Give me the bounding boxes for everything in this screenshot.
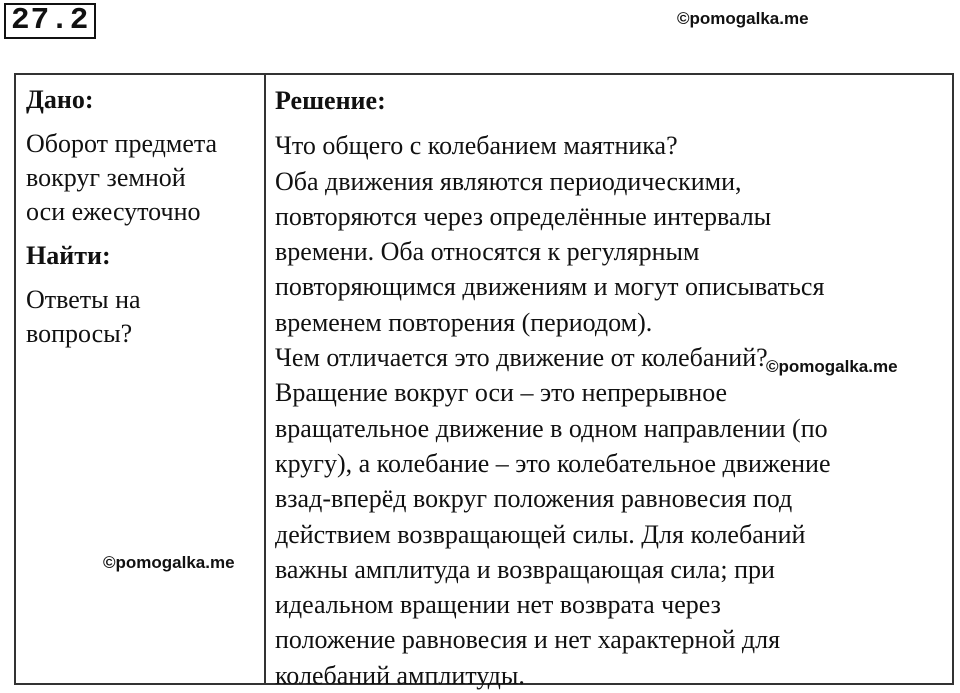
solution-line: Вращение вокруг оси – это непрерывное — [275, 378, 728, 408]
solution-line: повторяются через определённые интервалы — [275, 201, 772, 231]
solution-line: важны амплитуда и возвращающая сила; при — [275, 554, 775, 584]
solution-line: времени. Оба относятся к регулярным — [275, 237, 700, 267]
solution-text — [275, 128, 950, 693]
find-text — [26, 283, 258, 351]
solution-line: кругу), а колебание – это колебательное движение — [275, 448, 831, 478]
solution-line: действием возвращающей силы. Для колебаний — [275, 519, 806, 549]
solution-line: повторяющимся движениям и могут описываться — [275, 272, 825, 302]
given-text — [26, 127, 258, 229]
solution-heading: Решение: — [275, 86, 386, 115]
given-line: оси ежесуточно — [26, 197, 201, 226]
solution-line: временем повторения (периодом). — [275, 307, 653, 337]
given-line: Оборот предмета — [26, 129, 218, 158]
given-column — [26, 83, 258, 351]
solution-line: Чем отличается это движение от колебаний? — [275, 343, 768, 373]
column-divider — [264, 75, 266, 683]
solution-line: идеальном вращении нет возврата через — [275, 590, 721, 620]
watermark: ©pomogalka.me — [103, 553, 235, 572]
solution-line: вращательное движение в одном направлении (по — [275, 413, 828, 443]
solution-line: Оба движения являются периодическими, — [275, 166, 742, 196]
find-line: Ответы на — [26, 285, 141, 314]
find-line: вопросы? — [26, 319, 133, 348]
solution-line: взад-вперёд вокруг положения равновесия под — [275, 484, 793, 514]
given-line: вокруг земной — [26, 163, 186, 192]
solution-column — [275, 83, 950, 693]
solution-line: Что общего с колебанием маятника? — [275, 131, 678, 161]
watermark: ©pomogalka.me — [766, 357, 898, 376]
solution-line: положение равновесия и нет характерной для — [275, 625, 781, 655]
solution-table — [14, 73, 954, 690]
watermark: ©pomogalka.me — [677, 9, 809, 28]
find-heading: Найти: — [26, 241, 111, 270]
solution-line: колебаний амплитуды. — [275, 660, 525, 690]
given-heading: Дано: — [26, 85, 94, 114]
task-number: 27.2 — [4, 3, 96, 39]
